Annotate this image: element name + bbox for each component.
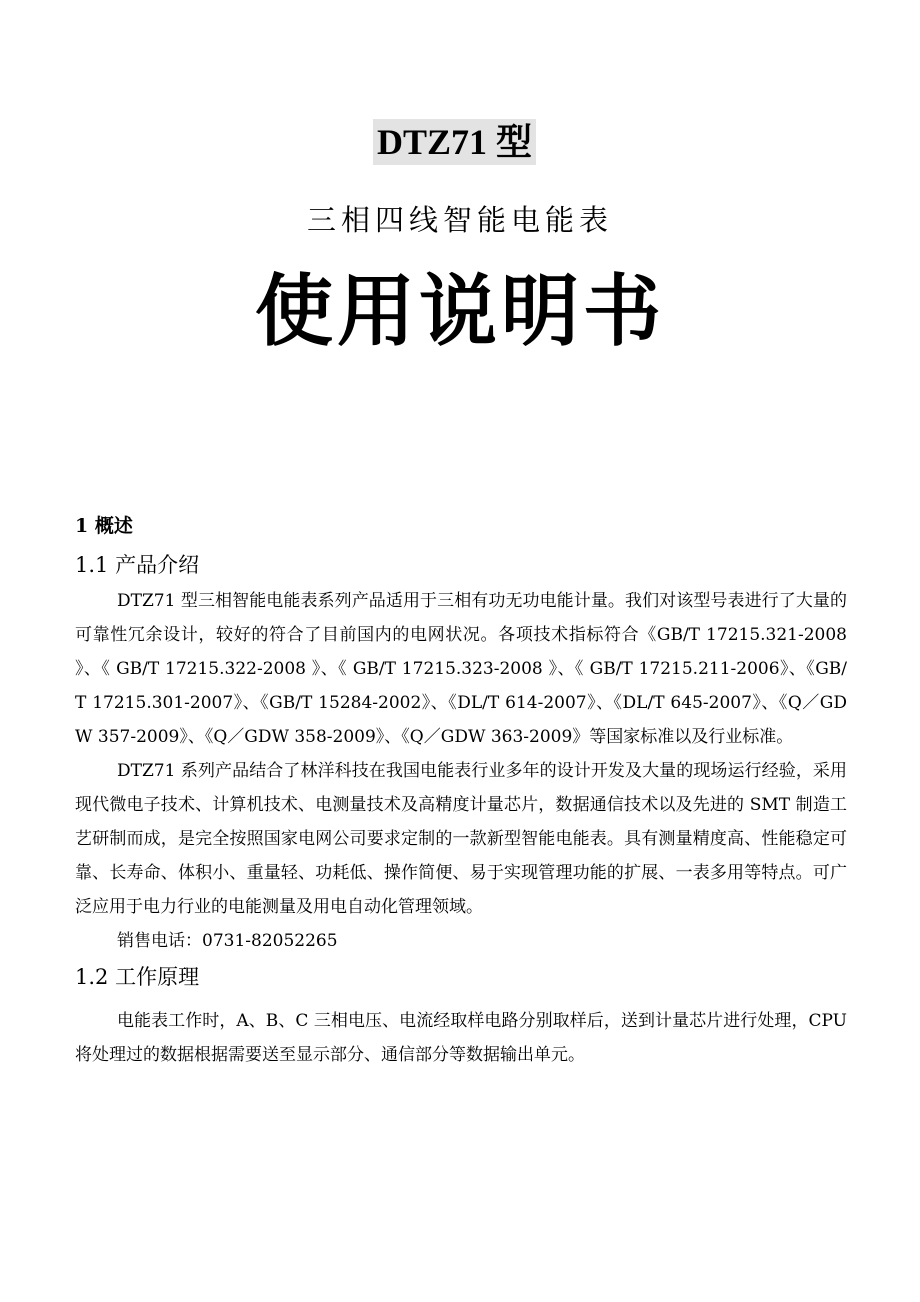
section-heading-overview: 1 概述 <box>75 515 133 537</box>
paragraph-product-intro-1: DTZ71 型三相智能电能表系列产品适用于三相有功无功电能计量。我们对该型号表进行了大量的可靠性冗余设计，较好的符合了目前国内的电网状况。各项技术指标符合《GB/T 17215.321-2008 》、《 GB/T 17215.322-2008 》、《 GB/T 17215.323-2008 》、《 GB/T 17215.211-2006》、《GB/T 17215.301-2007》、《GB/T 15284-2002》、《DL/T 614-2007》、《DL/T 645-2007》、《Q／GDW 357-2009》、《Q／GDW 358-2009》、《Q／GDW 363-2009》等国家标准以及行业标准。 <box>75 591 847 747</box>
sales-phone: 销售电话：0731-82052265 <box>117 931 338 951</box>
paragraph-working-principle: 电能表工作时，A、B、C 三相电压、电流经取样电路分别取样后，送到计量芯片进行处理，CPU 将处理过的数据根据需要送至显示部分、通信部分等数据输出单元。 <box>75 1011 847 1065</box>
model-title: DTZ71 型 <box>373 119 536 165</box>
subsection-heading-working-principle: 1.2 工作原理 <box>75 965 200 989</box>
document-body <box>75 508 847 1072</box>
document-title: 使用说明书 <box>254 267 665 357</box>
document-subtitle: 三相四线智能电能表 <box>306 203 613 237</box>
paragraph-product-intro-2: DTZ71 系列产品结合了林洋科技在我国电能表行业多年的设计开发及大量的现场运行经验，采用现代微电子技术、计算机技术、电测量技术及高精度计量芯片，数据通信技术以及先进的 SMT 制造工艺研制而成，是完全按照国家电网公司要求定制的一款新型智能电能表。具有测量精度高、性能稳定可靠、长寿命、体积小、重量轻、功耗低、操作简便、易于实现管理功能的扩展、一表多用等特点。可广泛应用于电力行业的电能测量及用电自动化管理领域。 <box>75 761 847 917</box>
subsection-heading-product-intro: 1.1 产品介绍 <box>75 553 200 577</box>
